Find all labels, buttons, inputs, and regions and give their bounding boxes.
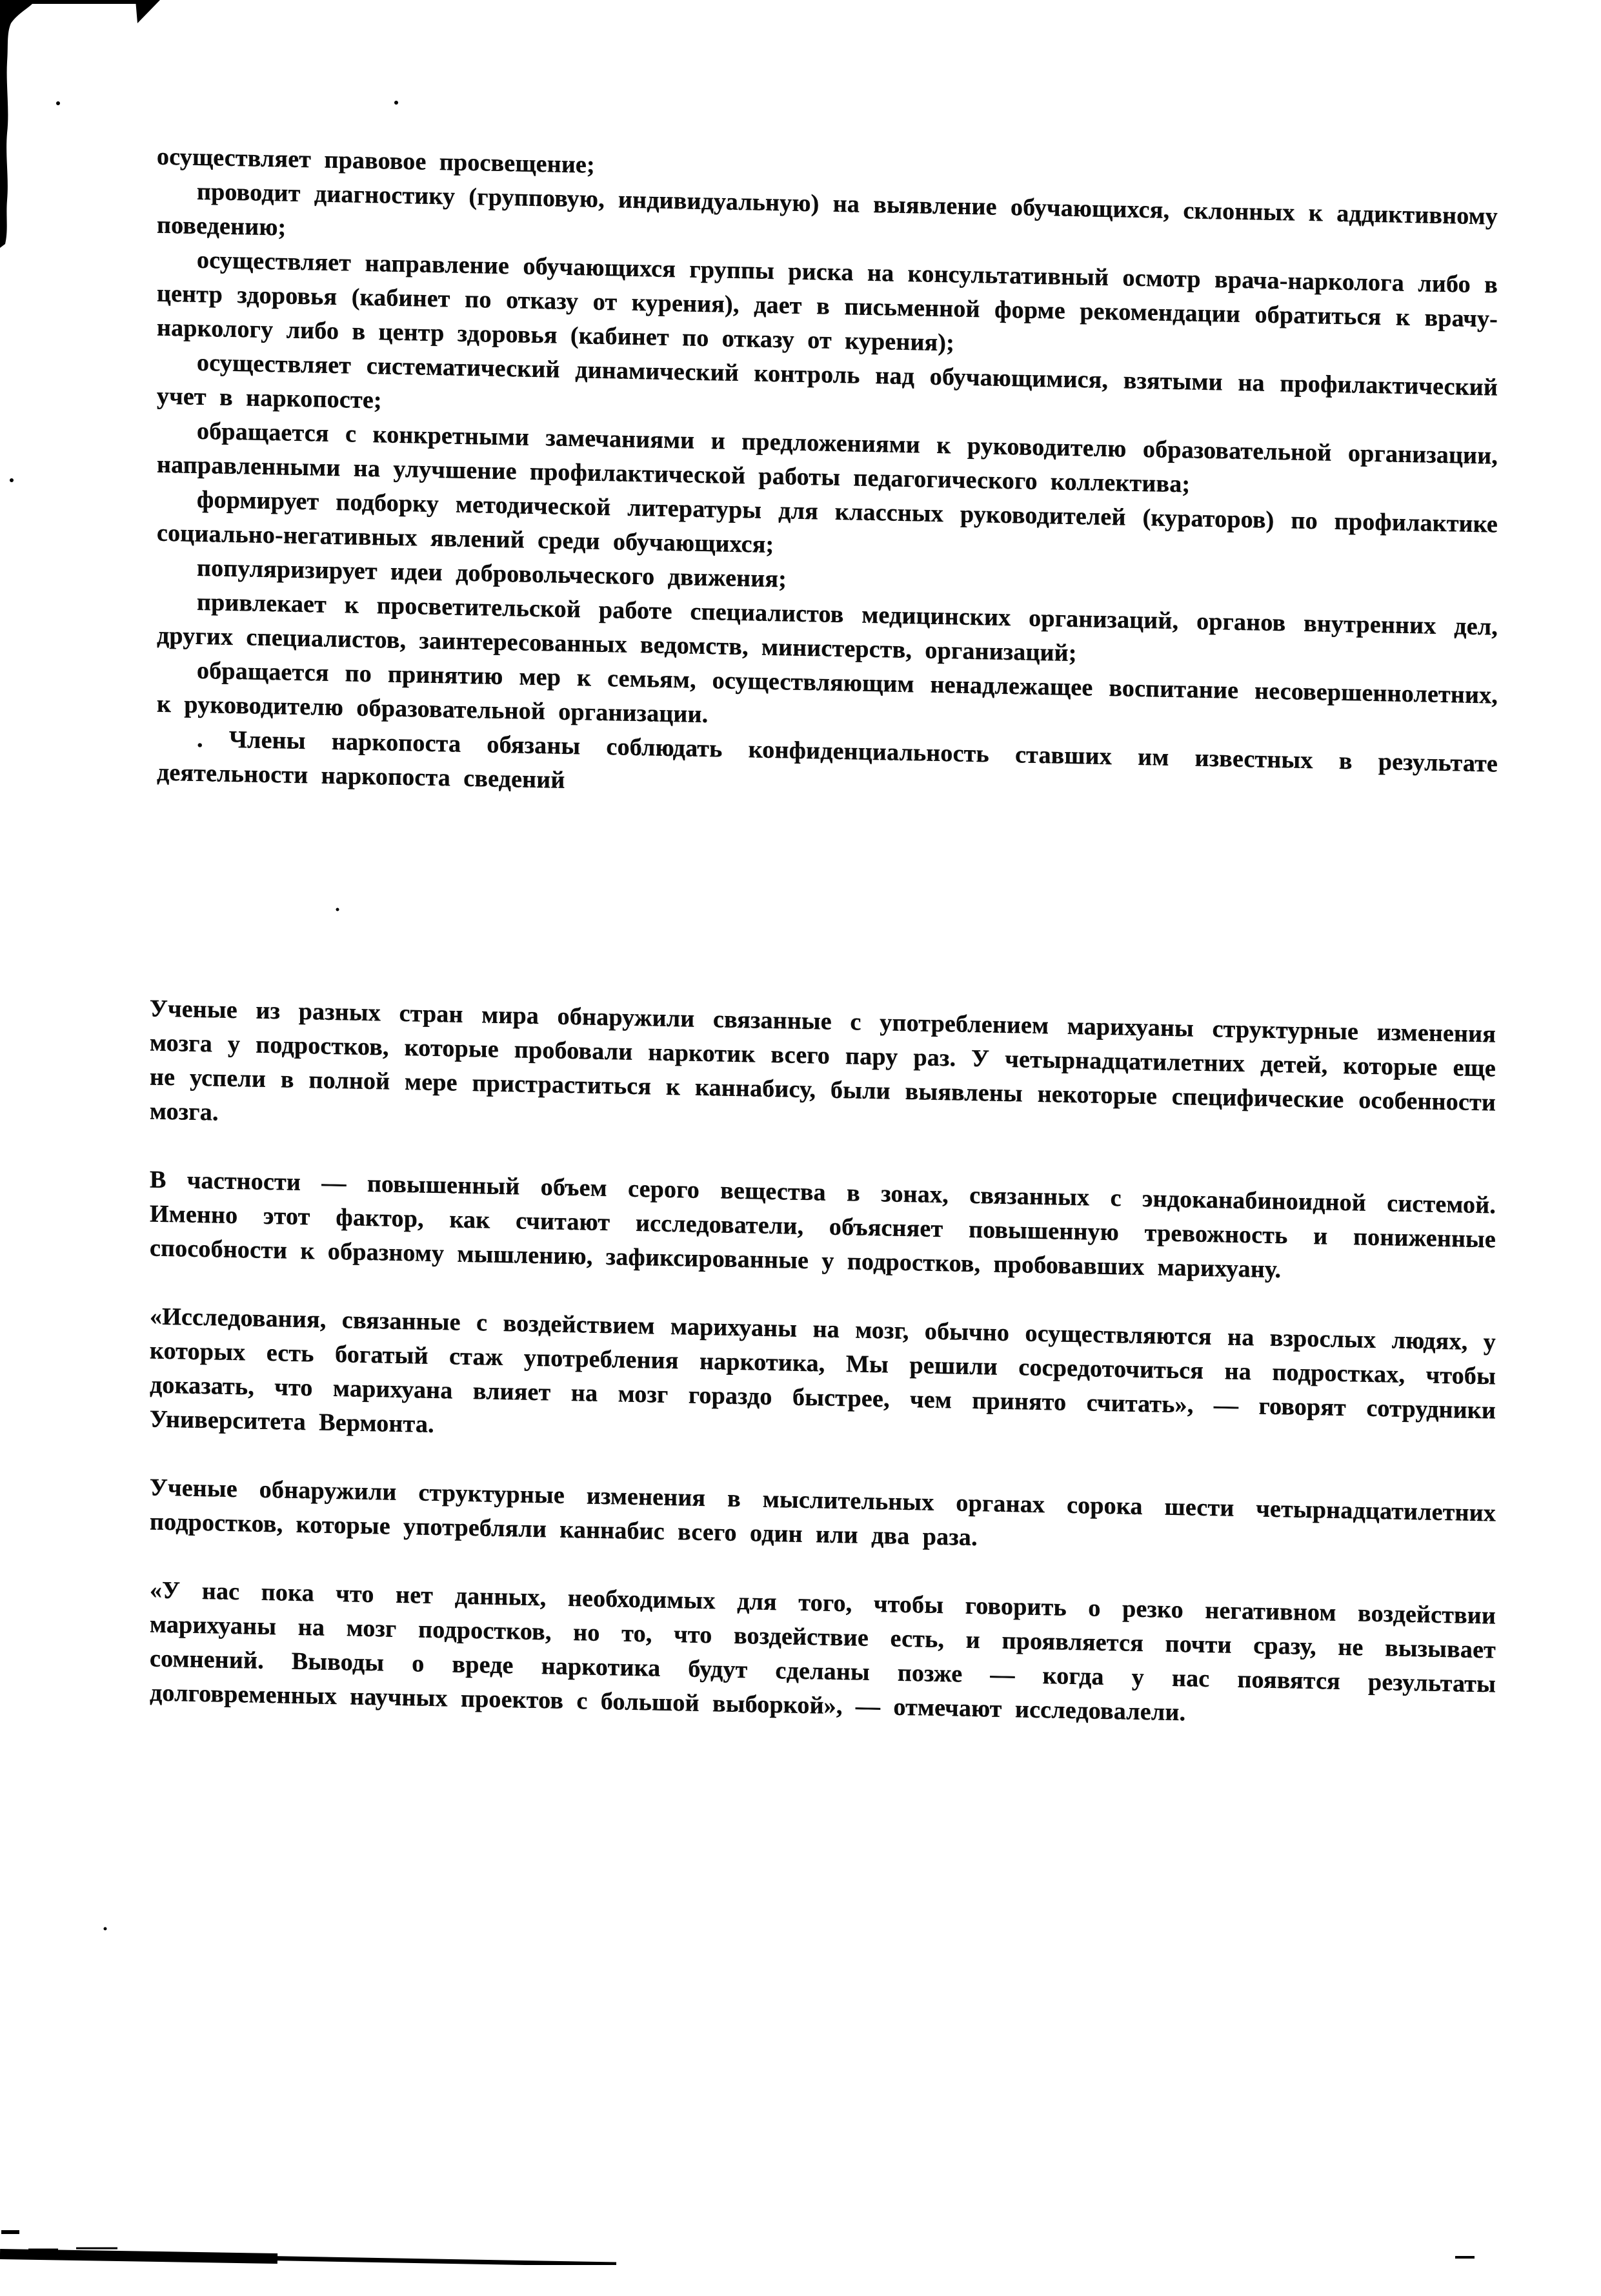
duties-section (157, 140, 1498, 816)
paragraph: осуществляет систематический динамический контроль над обучающимися, взятыми на профилактический учет в наркопосте; (157, 349, 1498, 414)
article-section (150, 991, 1496, 1736)
paragraph: обращается с конкретными замечаниями и предложениями к руководителю образовательной организации, направленными на улучшение профилактической работы педагогического коллектива; (157, 417, 1498, 498)
paragraph: . Члены наркопоста обязаны соблюдать конфиденциальность ставших им известных в результате деятельности наркопоста сведений (157, 725, 1498, 794)
paragraph: популяризирует идеи добровольческого движения; (197, 554, 787, 593)
paragraph: Ученые обнаружили структурные изменения в мыслительных органах сорока шести четырнадцатилетних подростков, которые употребляли каннабис всего один или два раза. (150, 1474, 1496, 1552)
paragraph: проводит диагностику (групповую, индивидуальную) на выявление обучающихся, склонных к аддиктивному поведению; (157, 178, 1498, 241)
paragraph: обращается по принятию мер к семьям, осуществляющим ненадлежащее воспитание несовершеннолетних, к руководителю образовательной организации. (157, 656, 1498, 729)
paragraph: привлекает к просветительской работе специалистов медицинских организаций, органов внутренних дел, других специалистов, заинтересованных ведомств, министерств, организаций; (157, 588, 1498, 667)
paragraph: «Исследования, связанные с воздействием марихуаны на мозг, обычно осуществляются на взрослых людях, у которых есть богатый стаж употребления наркотика, Мы решили сосредоточиться на подростках, чтобы доказать, что марихуана влияет на мозг гораздо быстрее, чем принято считать», — говорят сотрудники Университета Вермонта. (150, 1303, 1496, 1438)
paragraph: В частности — повышенный объем серого вещества в зонах, связанных с эндоканабиноидной системой. Именно этот фактор, как считают исследователи, объясняет повышенную тревожность и пониженные способности к образному мышлению, зафиксированные у подростков, пробовавших марихуану. (150, 1166, 1496, 1284)
paragraph: формирует подборку методической литературы для классных руководителей (кураторов) по профилактике социально-негативных явлений среди обучающихся; (157, 485, 1498, 559)
paragraph: Ученые из разных стран мира обнаружили связанные с употреблением марихуаны структурные изменения мозга у подростков, которые пробовали наркотик всего пару раз. У четырнадцатилетних детей, которые еще не успели в полной мере пристраститься к каннабису, были выявлены некоторые специфические особенности мозга. (150, 995, 1496, 1126)
paragraph: осуществляет направление обучающихся группы риска на консультативный осмотр врача-нарколога либо в центр здоровья (кабинет по отказу от курения), дает в письменной форме рекомендации обратиться к врачу-наркологу либо в центр здоровья (кабинет по отказу от курения); (157, 246, 1498, 357)
paragraph: «У нас пока что нет данных, необходимых для того, чтобы говорить о резко негативном воздействии марихуаны на мозг подростков, но то, что воздействие есть, и проявляется почти сразу, не вызывает сомнений. Выводы о вреде наркотика будут сделаны позже — когда у нас появятся результаты долговременных научных проектов с большой выборкой», — отмечают исследовалели. (150, 1576, 1496, 1727)
paragraph: осуществляет правовое просвещение; (157, 143, 595, 179)
